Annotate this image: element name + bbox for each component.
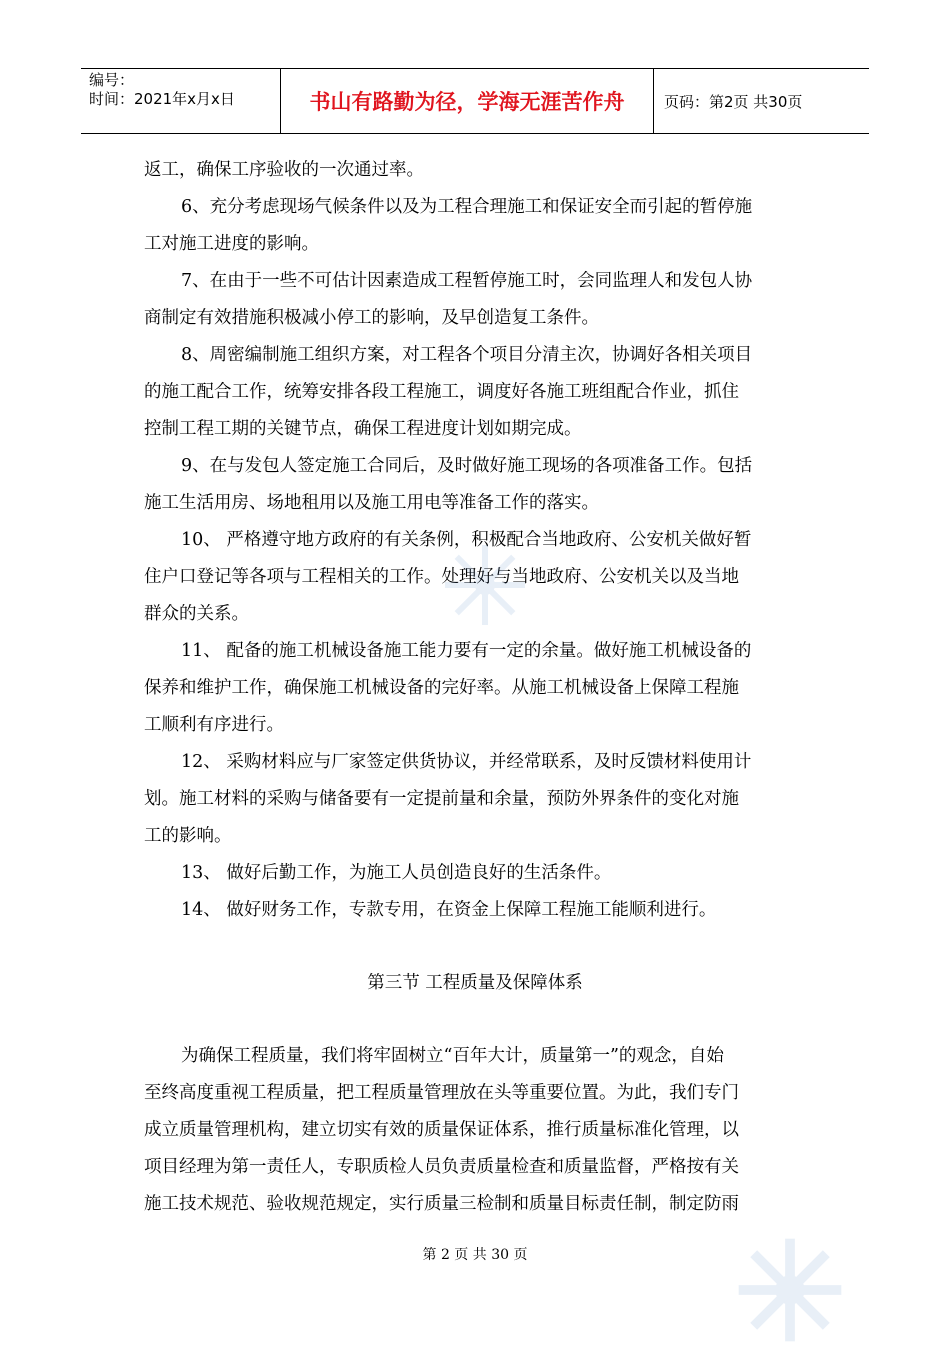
text-line: 7、在由于一些不可估计因素造成工程暂停施工时，会同监理人和发包人协: [181, 271, 753, 291]
text-line: 的施工配合工作，统筹安排各段工程施工，调度好各施工班组配合作业，抓住: [144, 382, 739, 402]
text-line: 工对施工进度的影响。: [144, 234, 319, 254]
text-line: 至终高度重视工程质量，把工程质量管理放在头等重要位置。为此，我们专门: [144, 1083, 739, 1103]
header-page-label: 页码：第2页 共30页: [664, 92, 803, 111]
text-line: 10、 严格遵守地方政府的有关条例，积极配合当地政府、公安机关做好暂: [181, 530, 752, 550]
header-meta: [81, 69, 281, 133]
text-line: 群众的关系。: [144, 604, 249, 624]
page-footer: 第 2 页 共 30 页: [422, 1247, 528, 1263]
header-motto: 书山有路勤为径，学海无涯苦作舟: [281, 69, 654, 133]
text-line: 为确保工程质量，我们将牢固树立“百年大计，质量第一”的观念，自始: [181, 1046, 724, 1066]
section-title: 第三节 工程质量及保障体系: [367, 973, 583, 993]
text-line: 保养和维护工作，确保施工机械设备的完好率。从施工机械设备上保障工程施: [144, 678, 739, 698]
text-line: 9、在与发包人签定施工合同后，及时做好施工现场的各项准备工作。包括: [181, 456, 753, 476]
text-line: 项目经理为第一责任人，专职质检人员负责质量检查和质量监督，严格按有关: [144, 1157, 739, 1177]
text-line: 施工生活用房、场地租用以及施工用电等准备工作的落实。: [144, 493, 599, 513]
text-line: 工顺利有序进行。: [144, 715, 284, 735]
page-header: [81, 68, 869, 134]
text-line: 12、 采购材料应与厂家签定供货协议，并经常联系，及时反馈材料使用计: [181, 752, 752, 772]
text-line: 施工技术规范、验收规范规定，实行质量三检制和质量目标责任制，制定防雨: [144, 1194, 739, 1214]
text-line: 8、周密编制施工组织方案，对工程各个项目分清主次，协调好各相关项目: [181, 345, 753, 365]
text-line: 商制定有效措施积极减小停工的影响，及早创造复工条件。: [144, 308, 599, 328]
number-label: 编号：: [89, 71, 135, 89]
text-line: 14、 做好财务工作，专款专用，在资金上保障工程施工能顺利进行。: [181, 900, 717, 920]
text-line: 成立质量管理机构，建立切实有效的质量保证体系，推行质量标准化管理，以: [144, 1120, 739, 1140]
text-line: 划。施工材料的采购与储备要有一定提前量和余量，预防外界条件的变化对施: [144, 789, 739, 809]
watermark-logo-icon: [440, 540, 530, 630]
text-line: 13、 做好后勤工作，为施工人员创造良好的生活条件。: [181, 863, 612, 883]
watermark-corner-icon: [735, 1235, 845, 1345]
date-label: 时间：2021年x月x日: [89, 90, 235, 108]
text-line: 6、充分考虑现场气候条件以及为工程合理施工和保证安全而引起的暂停施: [181, 197, 753, 217]
text-line: 11、 配备的施工机械设备施工能力要有一定的余量。做好施工机械设备的: [181, 641, 752, 661]
text-line: 返工，确保工序验收的一次通过率。: [144, 160, 424, 180]
document-body: [144, 152, 806, 1223]
text-line: 控制工程工期的关键节点，确保工程进度计划如期完成。: [144, 419, 582, 439]
text-line: 工的影响。: [144, 826, 232, 846]
text-line: 住户口登记等各项与工程相关的工作。处理好与当地政府、公安机关以及当地: [144, 567, 739, 587]
